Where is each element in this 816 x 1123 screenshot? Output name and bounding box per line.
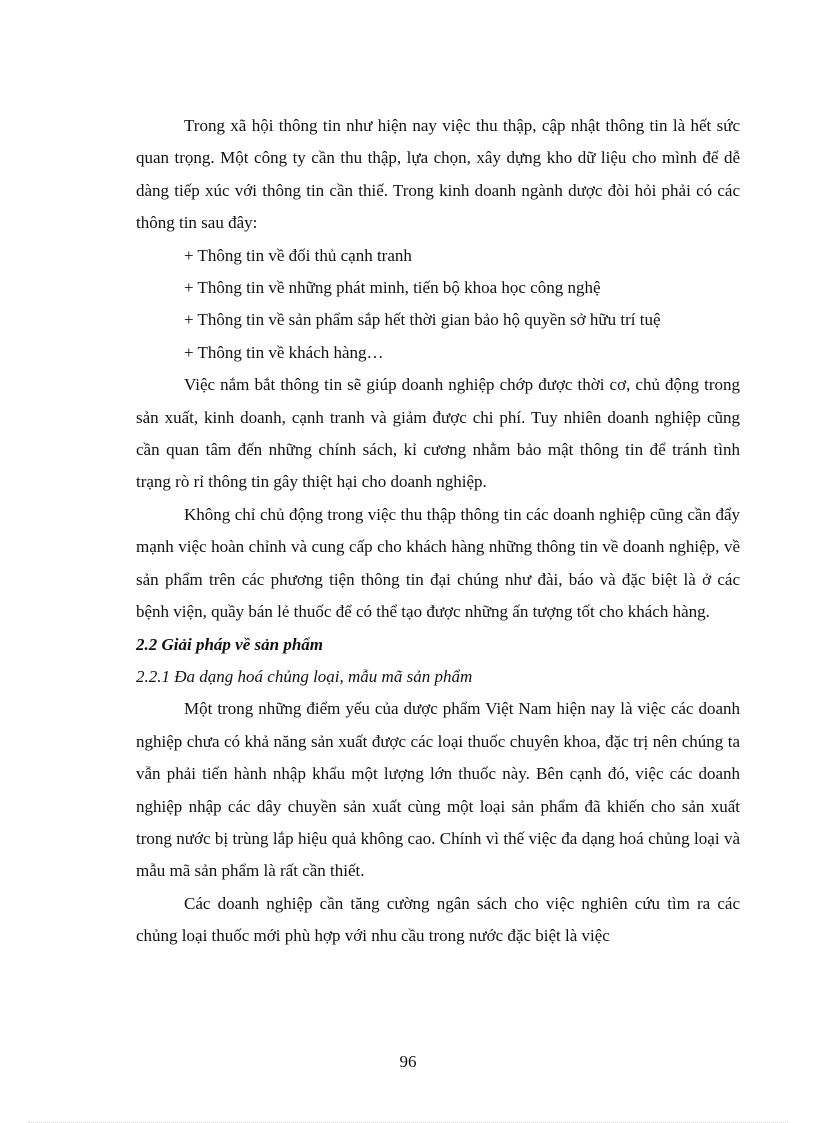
- section-heading-product-solutions: 2.2 Giải pháp về sản phẩm: [136, 634, 324, 654]
- paragraph-weakness: Một trong những điểm yếu của dược phẩm Việt Nam hiện nay là việc các doanh nghiệp chưa có khả năng sản xuất được các loại thuốc chuyên khoa, đặc trị nên chúng ta vẫn phải tiến hành nhập khẩu một lượng lớn thuốc này. Bên cạnh đó, việc các doanh nghiệp nhập các dây chuyền sản xuất cùng một loại sản phẩm đã khiến cho sản xuất trong nước bị trùng lắp hiệu quả không cao. Chính vì thế việc đa dạng hoá chủng loại và mẫu mã sản phẩm là rất cần thiết.: [136, 699, 740, 881]
- paragraph-grasping-information: Việc nắm bắt thông tin sẽ giúp doanh nghiệp chớp được thời cơ, chủ động trong sản xuất, kinh doanh, cạnh tranh và giảm được chi phí. Tuy nhiên doanh nghiệp cũng cần quan tâm đến những chính sách, kỉ cương nhằm bảo mật thông tin để tránh tình trạng rò rỉ thông tin gây thiệt hại cho doanh nghiệp.: [136, 375, 740, 492]
- bullet-customers: + Thông tin về khách hàng…: [184, 342, 384, 362]
- paragraph-information-importance: Trong xã hội thông tin như hiện nay việc thu thập, cập nhật thông tin là hết sức quan trọng. Một công ty cần thu thập, lựa chọn, xây dựng kho dữ liệu cho mình để dễ dàng tiếp xúc với thông tin cần thiế. Trong kinh doanh ngành dược đòi hỏi phải có các thông tin sau đây:: [136, 116, 740, 233]
- page-number: 96: [399, 1052, 417, 1071]
- bullet-inventions: + Thông tin về những phát minh, tiến bộ khoa học công nghệ: [184, 278, 601, 298]
- bullet-competitors: + Thông tin về đối thủ cạnh tranh: [184, 245, 412, 265]
- subsection-heading-diversification: 2.2.1 Đa dạng hoá chủng loại, mẫu mã sản phẩm: [136, 666, 473, 686]
- paragraph-research-budget: Các doanh nghiệp cần tăng cường ngân sách cho việc nghiên cứu tìm ra các chủng loại thuốc mới phù hợp với nhu cầu trong nước đặc biệt là việc: [136, 893, 740, 946]
- bullet-patent-expiry: + Thông tin về sản phẩm sắp hết thời gian bảo hộ quyền sở hữu trí tuệ: [184, 310, 661, 330]
- paragraph-providing-information: Không chỉ chủ động trong việc thu thập thông tin các doanh nghiệp cũng cần đẩy mạnh việc hoàn chỉnh và cung cấp cho khách hàng những thông tin về doanh nghiệp, về sản phẩm trên các phương tiện thông tin đại chúng như đài, báo và đặc biệt là ở các bệnh viện, quầy bán lẻ thuốc để có thể tạo được những ấn tượng tốt cho khách hàng.: [136, 504, 740, 622]
- document-page: [136, 110, 740, 953]
